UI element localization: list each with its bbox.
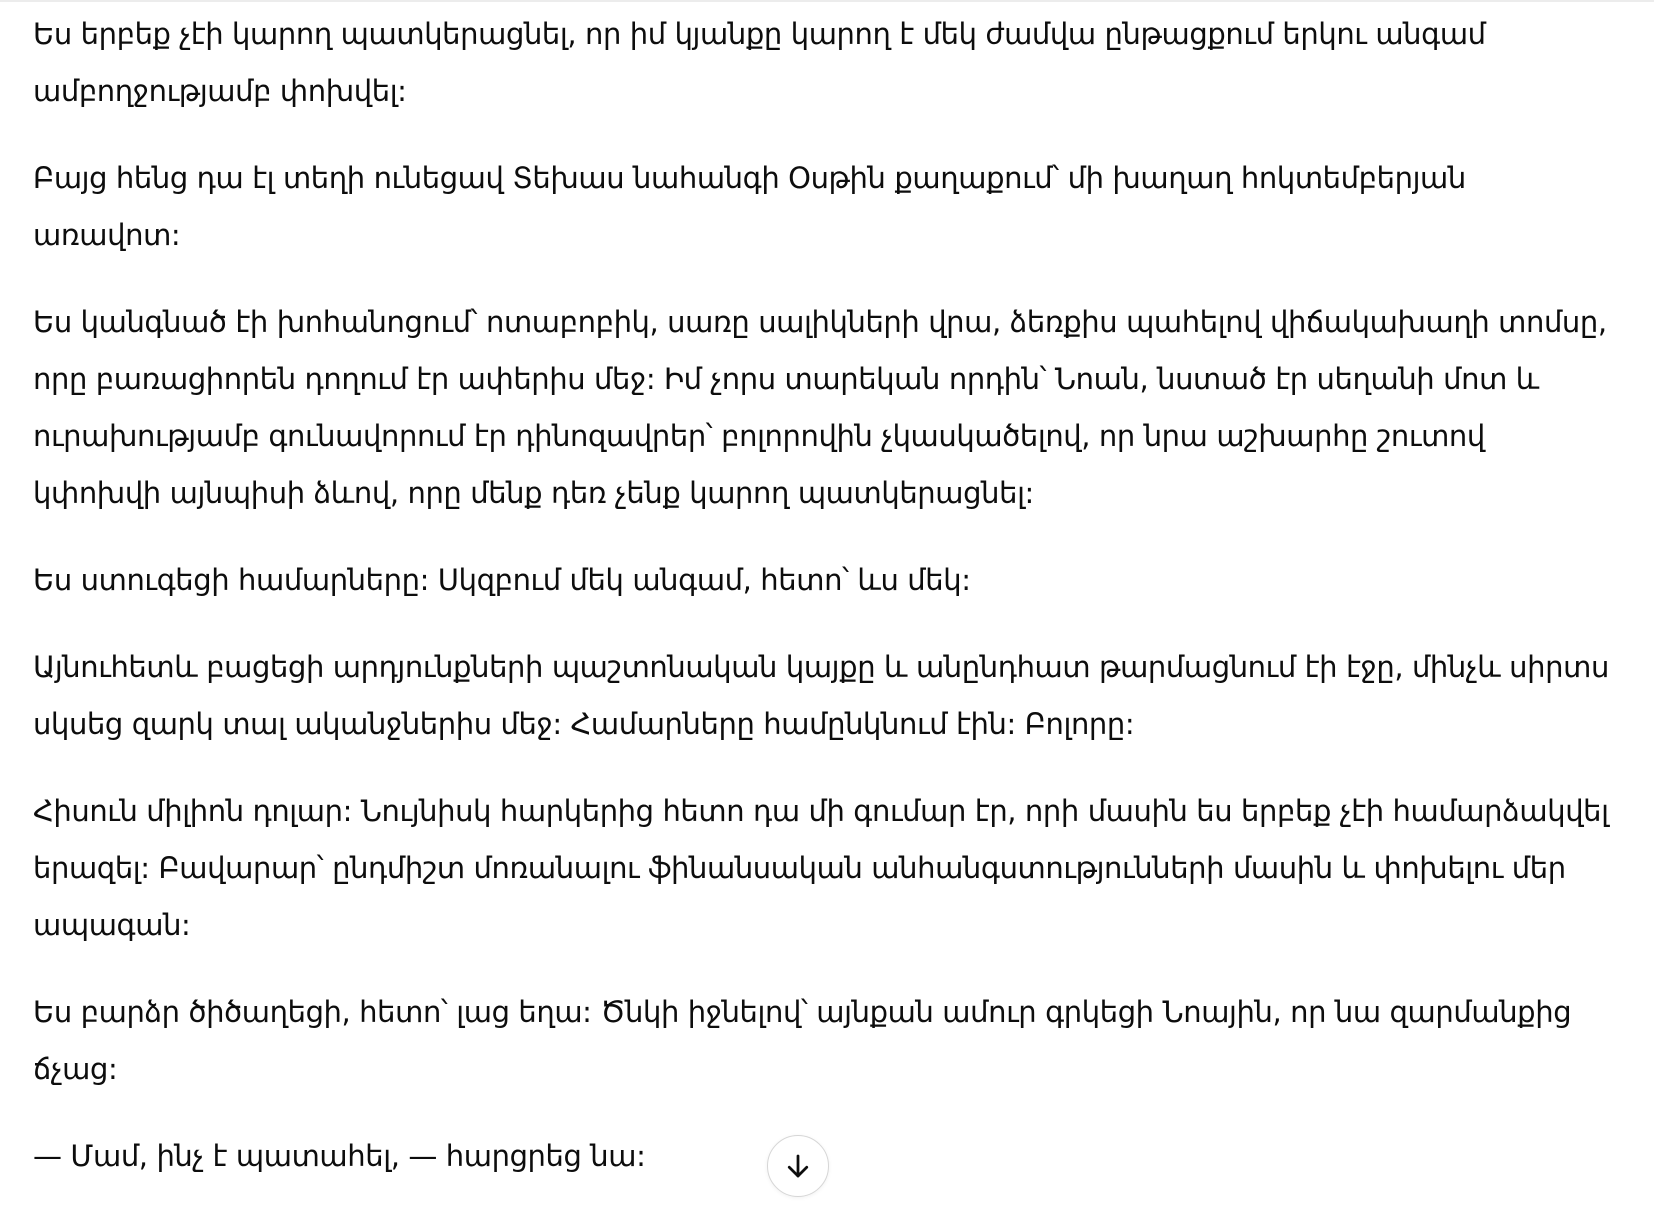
paragraph: Ես կանգնած էի խոհանոցում՝ ոտաբոբիկ, սառը սալիկների վրա, ձեռքիս պահելով վիճակախաղի տոմսը, որը բառացիորեն դողում էր ափերիս մեջ: Իմ չորս տարեկան որդին՝ Նոան, նստած էր սեղանի մոտ և ուրախությամբ գունավորում էր դինոզավրեր՝ բոլորովին չկասկածելով, որ նրա աշխարհը շուտով կփոխվի այնպիսի ձևով, որը մենք դեռ չենք կարող պատկերացնել:: [33, 305, 1607, 510]
message-content: [33, 0, 1613, 1215]
scroll-to-bottom-button[interactable]: [767, 1135, 829, 1197]
paragraph: — Մամ, ինչ է պատահել, — հարցրեց նա:: [33, 1139, 646, 1173]
arrow-down-icon: [783, 1151, 813, 1181]
paragraph: Այնուհետև բացեցի արդյունքների պաշտոնական կայքը և անընդհատ թարմացնում էի էջը, մինչև սիրտս սկսեց զարկ տալ ականջներիս մեջ: Համարները համընկնում էին: Բոլորը:: [33, 650, 1609, 741]
paragraph: Ես ստուգեցի համարները: Սկզբում մեկ անգամ, հետո՝ ևս մեկ:: [33, 563, 971, 597]
paragraph: Հիսուն միլիոն դոլար: Նույնիսկ հարկերից հետո դա մի գումար էր, որի մասին ես երբեք չէի համարձակվել երազել: Բավարար՝ ընդմիշտ մոռանալու ֆինանսական անհանգստությունների մասին և փոխելու մեր ապագան:: [33, 794, 1609, 942]
paragraph: Բայց հենց դա էլ տեղի ունեցավ Տեխաս նահանգի Օսթին քաղաքում՝ մի խաղաղ հոկտեմբերյան առավոտ:: [33, 161, 1466, 252]
paragraph: Ես երբեք չէի կարող պատկերացնել, որ իմ կյանքը կարող է մեկ ժամվա ընթացքում երկու անգամ ամբողջությամբ փոխվել:: [33, 17, 1486, 108]
paragraph: Ես բարձր ծիծաղեցի, հետո՝ լաց եղա: Ծնկի իջնելով՝ այնքան ամուր գրկեցի Նոային, որ նա զարմանքից ճչաց:: [33, 995, 1572, 1086]
